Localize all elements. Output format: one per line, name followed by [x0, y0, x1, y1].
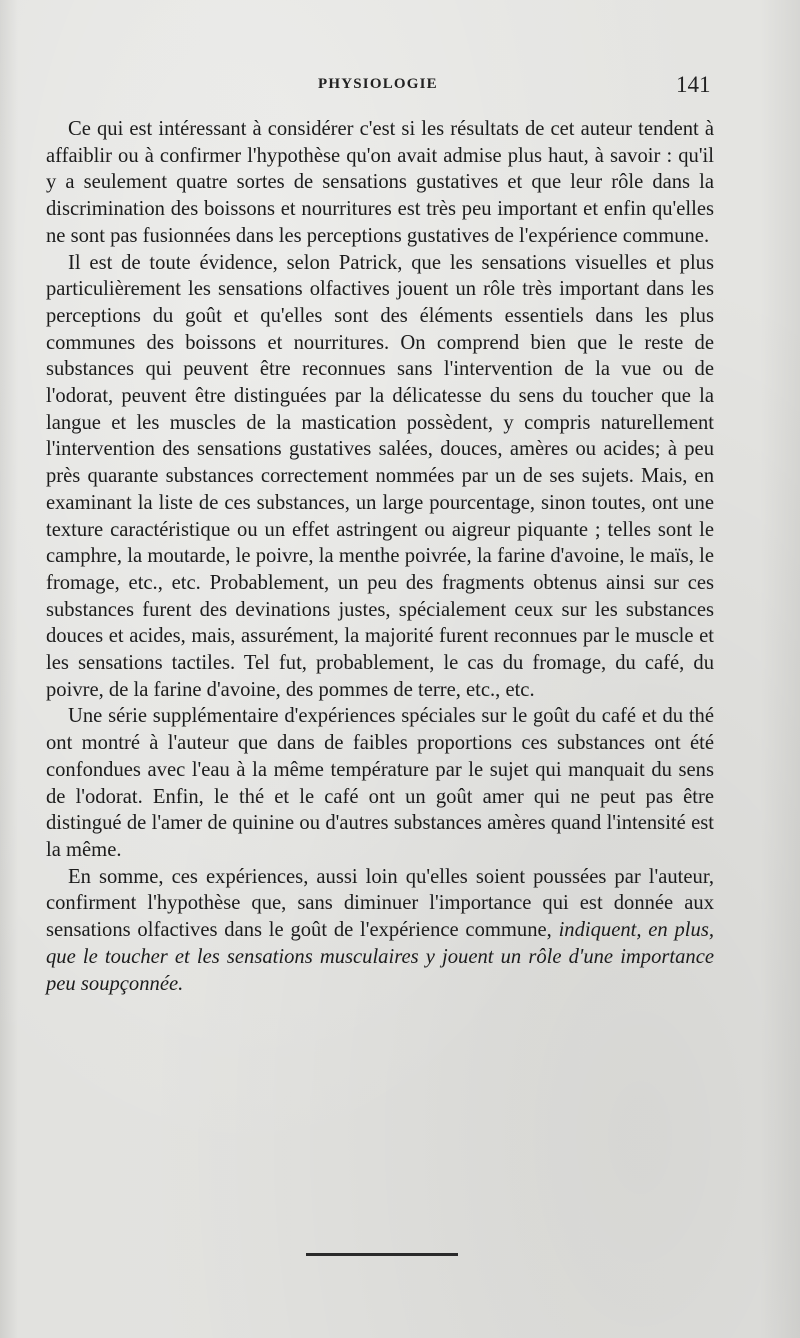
- paragraph: [46, 250, 714, 704]
- running-title: PHYSIOLOGIE: [318, 76, 438, 92]
- paragraph-text: Il est de toute évidence, selon Patrick, que les sensations visuelles et plus particulièrement les sensations olfactives jouent un rôle très important dans les perceptions du goût et qu'elles sont des éléments essentiels dans les plus communes des boissons et nourritures. On comprend bien que le reste de substances qui peuvent être reconnues sans l'intervention de la vue ou de l'odorat, peuvent être distinguées par la délicatesse du sens du toucher que la langue et les muscles de la mastication possèdent, y compris naturellement l'intervention des sensations gustatives salées, douces, amères ou acides; à peu près quarante substances correctement nommées par un de ses sujets. Mais, en examinant la liste de ces substances, un large pourcentage, sinon toutes, ont une texture caractéristique ou un effet astringent ou aigreur piquante ; telles sont le camphre, la moutarde, le poivre, la menthe poivrée, la farine d'avoine, le maïs, le fromage, etc., etc. Probablement, un peu des fragments obtenus ainsi sur ces substances furent des devinations justes, spécialement ceux sur les substances douces et acides, mais, assurément, la majorité furent reconnues par le muscle et les sensations tactiles. Tel fut, probablement, le cas du fromage, du café, du poivre, de la farine d'avoine, des pommes de terre, etc., etc.: [46, 251, 714, 701]
- paragraph: [46, 116, 714, 250]
- end-rule: [306, 1253, 458, 1256]
- paragraph: [46, 864, 714, 998]
- body-text: [46, 116, 714, 997]
- paragraph: [46, 703, 714, 863]
- running-header: [0, 72, 800, 100]
- paragraph-text: Une série supplémentaire d'expériences spéciales sur le goût du café et du thé ont montré à l'auteur que dans de faibles proportions ces substances ont été confondues avec l'eau à la même température par le sujet qui manquait du sens de l'odorat. Enfin, le thé et le café ont un goût amer qui ne peut pas être distingué de l'amer de quinine ou d'autres substances amères quand l'intensité est la même.: [46, 705, 714, 861]
- paragraph-text: En somme, ces expériences, aussi loin qu'elles soient poussées par l'auteur, confirment l'hypothèse que, sans diminuer l'importance qui est donnée aux sensations olfactives dans le goût de l'expérience commune,: [46, 865, 714, 942]
- page-number: 141: [676, 72, 711, 97]
- paragraph-italic-text: indiquent, en plus, que le toucher et les sensations musculaires y jouent un rôle d'une importance peu soupçonnée.: [46, 919, 714, 995]
- paragraph-text: Ce qui est intéressant à considérer c'est si les résultats de cet auteur tendent à affaiblir ou à confirmer l'hypothèse qu'on avait admise plus haut, à savoir : qu'il y a seulement quatre sortes de sensations gustatives et que leur rôle dans la discrimination des boissons et nourritures est très peu important et enfin qu'elles ne sont pas fusionnées dans les perceptions gustatives de l'expérience commune.: [46, 118, 714, 247]
